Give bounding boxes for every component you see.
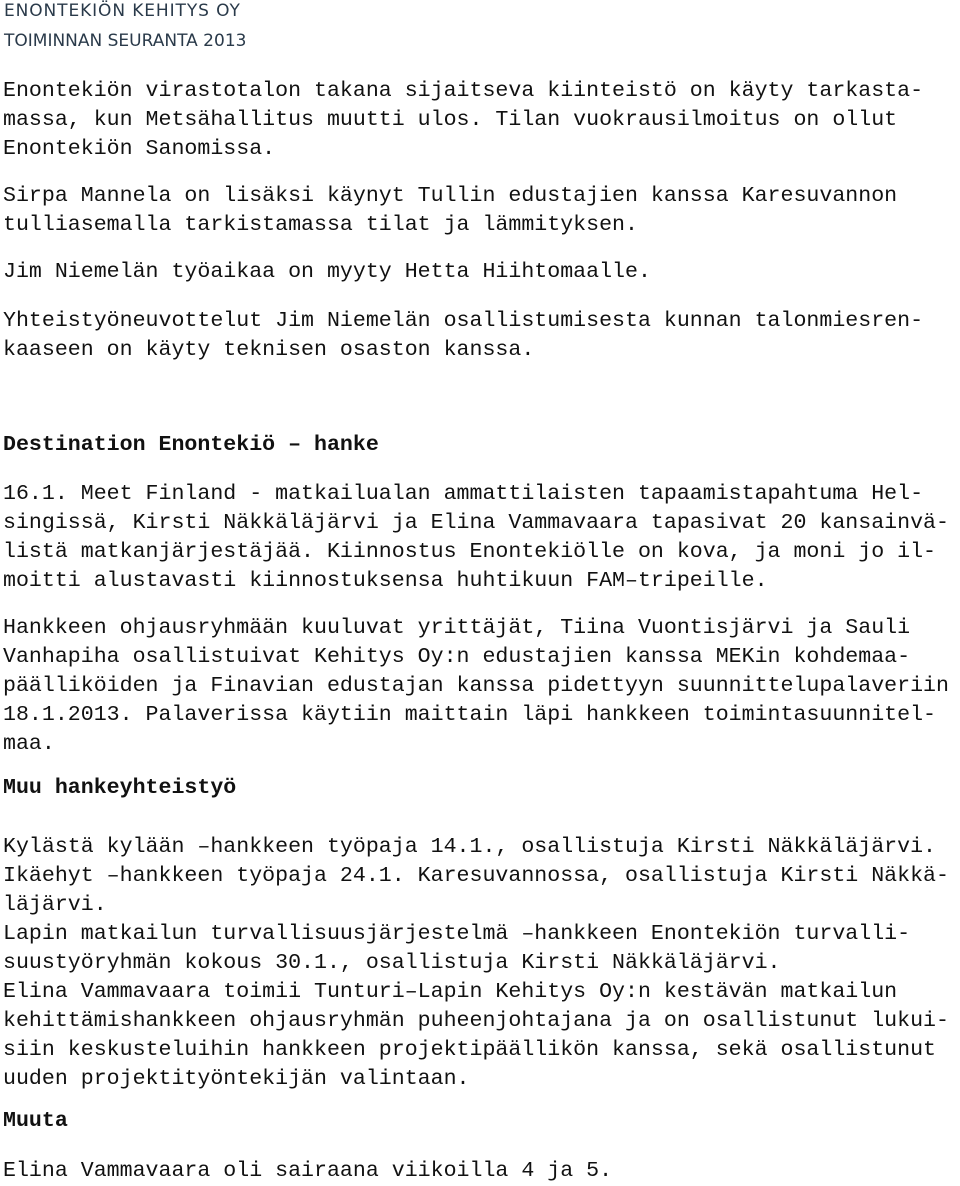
paragraph-property-rental: Enontekiön virastotalon takana sijaitseva kiinteistö on käyty tarkasta- massa, kun Metsähallitus muutti ulos. Tilan vuokrausilmoitus on ollut Enontekiön Sanomissa. (3, 79, 924, 161)
organization-name: ENONTEKIÖN KEHITYS OY (4, 1, 241, 21)
paragraph-meet-finland: 16.1. Meet Finland - matkailualan ammattilaisten tapaamistapahtuma Hel- singissä, Kirsti Näkkäläjärvi ja Elina Vammavaara tapasivat 20 kansainvä- listä matkanjärjestäjää. Kiinnostus Enontekiölle on kova, ja moni jo il- moitti alustavasti kiinnostuksensa huhtikuun FAM–tripeille. (3, 482, 949, 593)
paragraph-customs-inspection: Sirpa Mannela on lisäksi käynyt Tullin edustajien kanssa Karesuvannon tulliasemalla tarkistamassa tilat ja lämmityksen. (3, 184, 898, 237)
section-heading-other-cooperation: Muu hankeyhteistyö (3, 776, 237, 800)
paragraph-work-sold: Jim Niemelän työaikaa on myyty Hetta Hiihtomaalle. (3, 260, 651, 284)
paragraph-workshops: Kylästä kylään –hankkeen työpaja 14.1., osallistuja Kirsti Näkkäläjärvi. Ikäehyt –hankkeen työpaja 24.1. Karesuvannossa, osallistuja Kirsti Näkkä- läjärvi. Lapin matkailun turvallisuusjärjestelmä –hankkeen Enontekiön turvalli- suustyöryhmän kokous 30.1., osallistuja Kirsti Näkkäläjärvi. Elina Vammavaara toimii Tunturi–Lapin Kehitys Oy:n kestävän matkailun kehittämishankkeen ohjausryhmän puheenjohtajana ja on osallistunut lukui- siin keskusteluihin hankkeen projektipäällikön kanssa, sekä osallistunut uuden projektityöntekijän valintaan. (3, 835, 949, 1091)
report-title: TOIMINNAN SEURANTA 2013 (4, 31, 247, 51)
paragraph-steering-group: Hankkeen ohjausryhmään kuuluvat yrittäjät, Tiina Vuontisjärvi ja Sauli Vanhapiha osallistuivat Kehitys Oy:n edustajien kanssa MEKin kohdemaa- päälliköiden ja Finavian edustajan kanssa pidettyyn suunnittelupalaveriin 18.1.2013. Palaverissa käytiin maittain läpi hankkeen toimintasuunnitel- maa. (3, 616, 949, 756)
section-heading-destination: Destination Enontekiö – hanke (3, 433, 379, 457)
section-heading-other: Muuta (3, 1109, 68, 1133)
paragraph-cooperation-negotiations: Yhteistyöneuvottelut Jim Niemelän osallistumisesta kunnan talonmiesren- kaaseen on käyty teknisen osaston kanssa. (3, 309, 924, 362)
paragraph-sick-leave: Elina Vammavaara oli sairaana viikoilla 4 ja 5. (3, 1159, 613, 1183)
